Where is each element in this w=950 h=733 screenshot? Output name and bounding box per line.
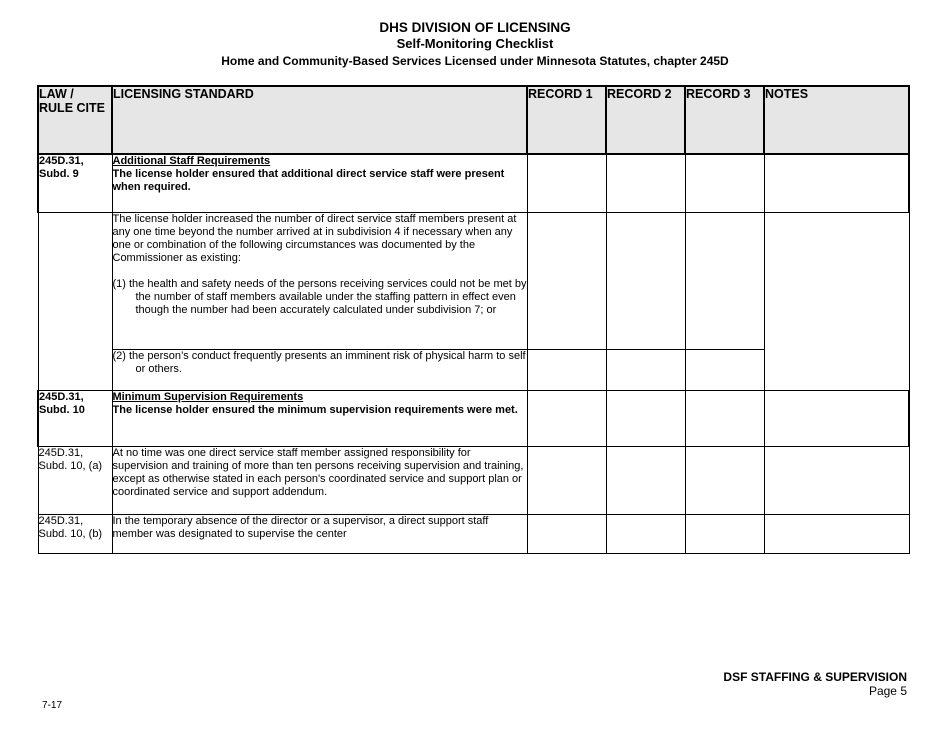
section-title: DSF STAFFING & SUPERVISION: [723, 670, 907, 684]
page-number: Page 5: [868, 684, 907, 698]
row-cite: 245D.31, Subd. 10, (a): [38, 446, 112, 514]
record2-cell[interactable]: [606, 154, 685, 212]
document-subtitle: Self-Monitoring Checklist: [396, 36, 554, 51]
standard-title: Additional Staff Requirements: [112, 155, 271, 167]
document-title: DHS DIVISION OF LICENSING: [379, 20, 571, 35]
page-footer: [723, 670, 907, 699]
record2-cell[interactable]: [606, 514, 685, 553]
version-label: 7-17: [42, 700, 63, 711]
column-header-record3: RECORD 3: [685, 86, 764, 154]
record1-cell[interactable]: [527, 390, 606, 446]
standard-intro: The license holder increased the number of direct service staff members present at any one time beyond the number arrived at in subdivision 4 if necessary when any one or combination of the following circumstances was documented by the Commissioner as existing:: [112, 212, 517, 264]
row-cite: 245D.31, Subd. 10, (b): [38, 514, 112, 553]
table-row: [38, 154, 909, 212]
row-standard: [112, 154, 527, 212]
record3-cell[interactable]: [685, 390, 764, 446]
record3-cell[interactable]: [685, 446, 764, 514]
standard-text: The license holder ensured the minimum supervision requirements were met.: [112, 403, 518, 416]
row-standard: [112, 390, 527, 446]
record1-cell[interactable]: [527, 349, 606, 390]
record2-cell[interactable]: [606, 390, 685, 446]
row-standard: [112, 349, 527, 390]
record3-cell[interactable]: [685, 154, 764, 212]
standard-text: In the temporary absence of the director or a supervisor, a direct support staff member was designated to supervise the center: [112, 514, 489, 540]
standard-item-2: (2) the person’s conduct frequently presents an imminent risk of physical harm to self or others.: [112, 349, 526, 375]
standard-item-1: (1) the health and safety needs of the persons receiving services could not be met by the number of staff members available under the staffing pattern in effect even though the number had been accurately calculated under subdivision 7; or: [112, 277, 527, 316]
checklist-table: [37, 85, 910, 554]
record1-cell[interactable]: [527, 514, 606, 553]
notes-cell[interactable]: [764, 154, 909, 212]
notes-cell[interactable]: [764, 212, 909, 390]
record3-cell[interactable]: [685, 514, 764, 553]
record1-cell[interactable]: [527, 212, 606, 349]
table-row: [38, 446, 909, 514]
table-row: [38, 390, 909, 446]
table-header-row: [38, 86, 909, 154]
table-row: [38, 514, 909, 553]
record3-cell[interactable]: [685, 212, 764, 349]
column-header-record1: RECORD 1: [527, 86, 606, 154]
notes-cell[interactable]: [764, 390, 909, 446]
standard-text: At no time was one direct service staff member assigned responsibility for supervision and training of more than ten persons receiving supervision and training, except as otherwise stated in each person's coordinated service and support plan or coordinated service and support addendum.: [112, 446, 524, 498]
record2-cell[interactable]: [606, 212, 685, 349]
notes-cell[interactable]: [764, 446, 909, 514]
record3-cell[interactable]: [685, 349, 764, 390]
column-header-standard: LICENSING STANDARD: [112, 86, 527, 154]
record1-cell[interactable]: [527, 154, 606, 212]
record2-cell[interactable]: [606, 349, 685, 390]
column-header-record2: RECORD 2: [606, 86, 685, 154]
row-cite: 245D.31, Subd. 10: [38, 390, 112, 446]
row-standard: [112, 212, 527, 349]
column-header-cite: LAW / RULE CITE: [38, 86, 112, 154]
record2-cell[interactable]: [606, 446, 685, 514]
standard-text: The license holder ensured that additional direct service staff were present when required.: [112, 168, 505, 193]
row-standard: [112, 514, 527, 553]
row-cite: 245D.31, Subd. 9: [38, 154, 112, 212]
table-row: [38, 212, 909, 349]
document-description: Home and Community-Based Services Licensed under Minnesota Statutes, chapter 245D: [221, 54, 729, 68]
record1-cell[interactable]: [527, 446, 606, 514]
column-header-notes: NOTES: [764, 86, 909, 154]
notes-cell[interactable]: [764, 514, 909, 553]
standard-title: Minimum Supervision Requirements: [112, 390, 304, 403]
document-header: [0, 20, 950, 70]
row-cite: [38, 212, 112, 390]
row-standard: [112, 446, 527, 514]
